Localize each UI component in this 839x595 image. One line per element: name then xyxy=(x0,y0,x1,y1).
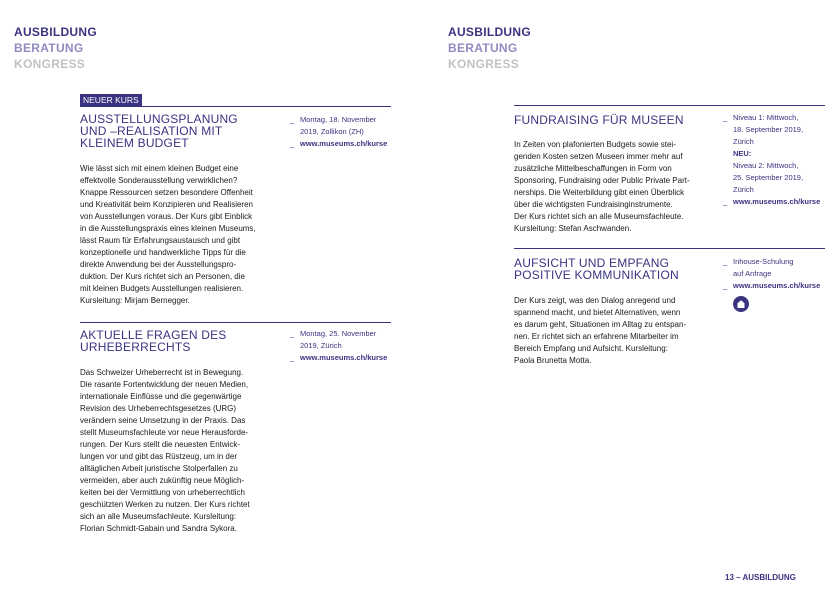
nav-kongress[interactable]: KONGRESS xyxy=(14,57,86,71)
course-link[interactable]: www.museums.ch/kurse xyxy=(300,353,388,362)
course-description: In Zeiten von plafonierten Budgets sowie stei- genden Kosten setzen Museen immer mehr auf zusätzliche Mittelbeschaffungen in Form von Sponsoring, Fundraising oder Public Private Part- nerships. Die Weiterbildung gibt einen Überblick über die wichtigsten Fundraisinginstrumente. Der Kurs richtet sich an alle Museumsfachleute. Kursleitung: Stefan Aschwanden. xyxy=(514,140,690,233)
course-divider xyxy=(80,322,391,323)
nav-kongress[interactable]: KONGRESS xyxy=(448,57,520,71)
course-description: Das Schweizer Urheberrecht ist in Bewegung. Die rasante Fortentwicklung der neuen Medien, internationale Einflüsse und die gegenwärtige Revision des Urheberrechtsgesetzes (URG) verändern seine Umsetzung in der Praxis. Das stellt Museumsfachleute vor neue Herausforde- rungen. Der Kurs stellt die neuesten Entwick- lungen vor und gibt das Rüstzeug, um in der alltäglichen Arbeit juristische Stolperfallen zu vermeiden, aber auch zukünftig neue Möglich- keiten bei der Vermittlung von urheberrechtlich geschützten Werken zu nutzen. Der Kurs richtet sich an alle Museumsfachleute. Kursleitung: Florian Schmidt-Gabain und Sandra Sykora. xyxy=(80,368,250,533)
course-title: AUFSICHT UND EMPFANG POSITIVE KOMMUNIKATION xyxy=(514,256,679,282)
right-section-nav xyxy=(448,24,531,72)
course-divider xyxy=(80,106,391,107)
course-title: AKTUELLE FRAGEN DES URHEBERRECHTS xyxy=(80,328,227,354)
house-icon xyxy=(733,296,749,312)
course-meta: _ Inhouse-Schulung auf Anfrage _ www.museums.ch/kurse xyxy=(723,257,821,290)
course-title: FUNDRAISING FÜR MUSEEN xyxy=(514,113,684,127)
course-title: AUSSTELLUNGSPLANUNG UND –REALISATION MIT KLEINEM BUDGET xyxy=(80,112,238,150)
nav-ausbildung[interactable]: AUSBILDUNG xyxy=(448,25,531,39)
page-footer: 13 – AUSBILDUNG xyxy=(725,573,796,582)
course-meta: _ Niveau 1: Mittwoch, 18. September 2019, Zürich NEU: Niveau 2: Mittwoch, 25. September 2019, Zürich _ www.museums.ch/kurse xyxy=(723,113,821,206)
course-divider xyxy=(514,105,825,106)
new-course-badge: NEUER KURS xyxy=(80,94,142,106)
course-link[interactable]: www.museums.ch/kurse xyxy=(733,197,821,206)
course-meta: _ Montag, 25. November 2019, Zürich _ www.museums.ch/kurse xyxy=(290,329,388,362)
course-description: Wie lässt sich mit einem kleinen Budget eine effektvolle Sonderausstellung verwirklichen? Knappe Ressourcen setzen besondere Offenheit und Kreativität beim Konzipieren und Realisieren von Ausstellungen voraus. Der Kurs gibt Einblick in die Ausstellungspraxis eines kleinen Museums, lässt Raum für Erfahrungsaustausch und gibt konzeptionelle und handwerkliche Tipps für die direkte Anwendung bei der Ausstellungspro- duktion. Der Kurs richtet sich an Personen, die mit kleinen Budgets Ausstellungen realisieren. Kursleitung: Mirjam Bernegger. xyxy=(80,164,256,305)
course-link[interactable]: www.museums.ch/kurse xyxy=(733,281,821,290)
nav-beratung[interactable]: BERATUNG xyxy=(14,41,84,55)
course-divider xyxy=(514,248,825,249)
course-link[interactable]: www.museums.ch/kurse xyxy=(300,139,388,148)
nav-ausbildung[interactable]: AUSBILDUNG xyxy=(14,25,97,39)
course-description: Der Kurs zeigt, was den Dialog anregend und spannend macht, und bietet Alternativen, wenn es darum geht, Situationen im Alltag zu entspan- nen. Er richtet sich an erfahrene Mitarbeiter im Bereich Empfang und Aufsicht. Kursleitung: Paola Brunetta Motta. xyxy=(514,296,687,365)
course-meta: _ Montag, 18. November 2019, Zollikon (ZH) _ www.museums.ch/kurse xyxy=(290,115,388,148)
nav-beratung[interactable]: BERATUNG xyxy=(448,41,518,55)
left-section-nav xyxy=(14,24,97,72)
